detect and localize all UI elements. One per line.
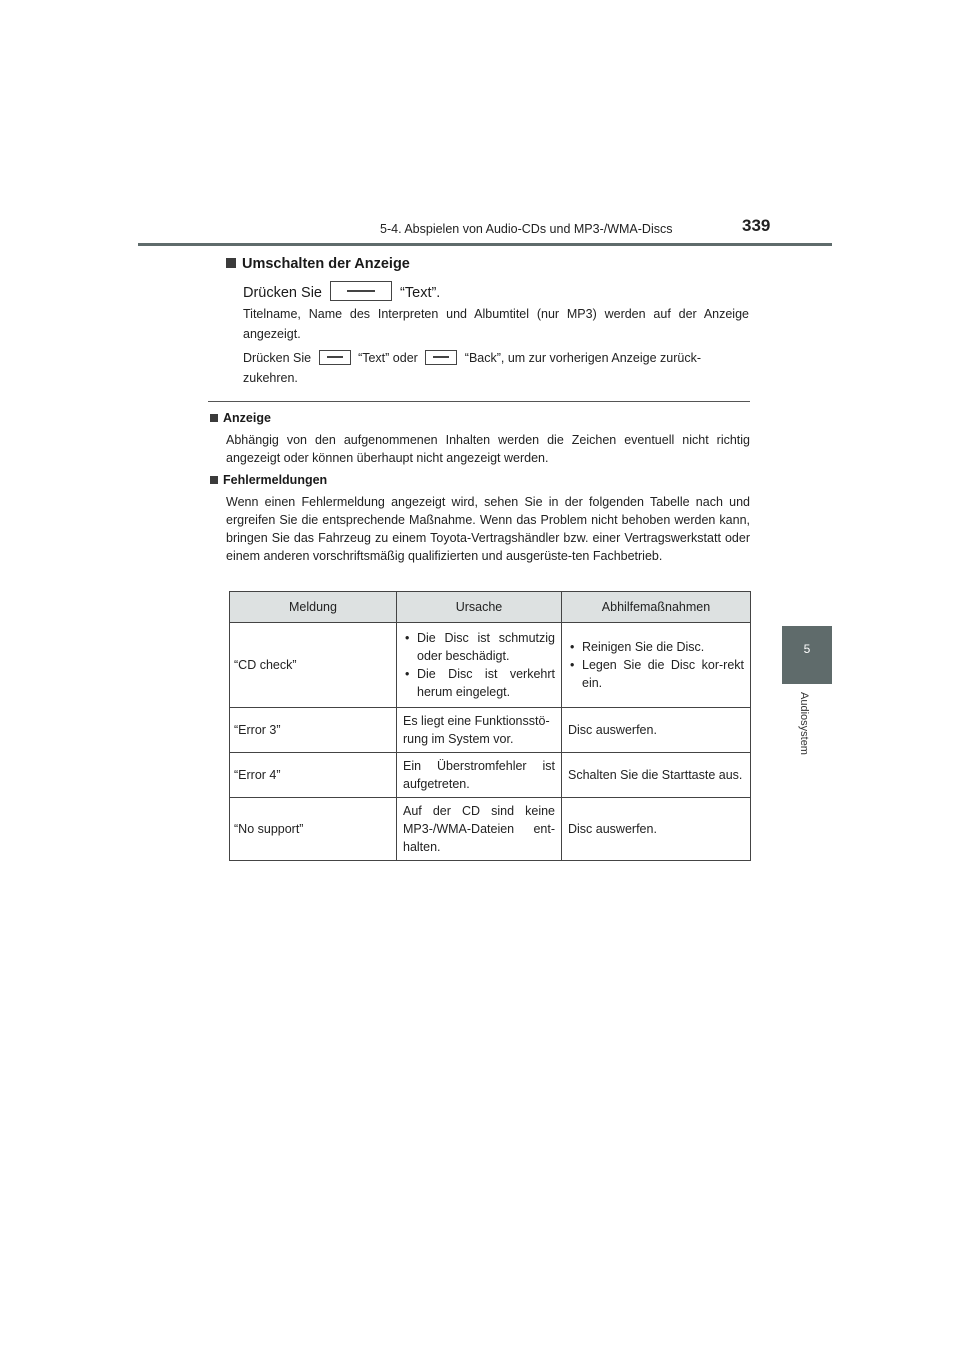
page-number: 339	[742, 216, 771, 235]
list-item: • Die Disc ist verkehrt herum eingelegt.	[403, 665, 555, 701]
back-end: zukehren.	[243, 371, 298, 385]
table-row	[230, 708, 751, 753]
note-body-fehlermeldungen: Wenn einen Fehlermeldung angezeigt wird, sehen Sie in der folgenden Tabelle nach und ergreifen Sie die entsprechende Maßnahme. Wenn das Problem nicht behoben werden kann, bringen Sie das Fahrzeug zu einem Toyota-Vertragshändler bzw. einer Vertragswerkstatt oder einem anderen vorschriftsmäßig qualifizierten und ausgerüste-ten Fachbetrieb.	[226, 495, 750, 563]
press-text: “Text”.	[400, 285, 441, 301]
screen-button-icon	[425, 350, 457, 365]
remedy-cell: Disc auswerfen.	[562, 798, 751, 861]
note-title-text: Anzeige	[223, 411, 271, 425]
square-bullet-icon	[210, 476, 218, 484]
header-rule	[138, 243, 832, 246]
note-title-fehlermeldungen	[210, 473, 327, 487]
square-bullet-icon	[210, 414, 218, 422]
cause-cell: Auf der CD sind keine MP3-/WMA-Dateien ent-halten.	[397, 798, 562, 861]
remedy-cell: Disc auswerfen.	[562, 708, 751, 753]
note-title-text: Fehlermeldungen	[223, 473, 328, 487]
list-item: • Reinigen Sie die Disc.	[568, 638, 744, 656]
remedy-cell: Schalten Sie die Starttaste aus.	[562, 753, 751, 798]
cause-cell	[397, 623, 562, 708]
back-suffix: “Back”, um zur vorherigen Anzeige zurück-	[464, 351, 701, 365]
press-instruction	[243, 281, 440, 301]
message-cell: “No support”	[230, 798, 397, 861]
back-instruction	[243, 348, 749, 388]
header-meldung: Meldung	[230, 592, 397, 623]
note-title-anzeige	[210, 411, 271, 425]
divider	[208, 401, 750, 402]
table-row	[230, 753, 751, 798]
display-description: Titelname, Name des Interpreten und Albumtitel (nur MP3) werden auf der Anzeige angezeigt.	[243, 307, 749, 341]
section-header: 5-4. Abspielen von Audio-CDs und MP3-/WMA-Discs	[380, 222, 673, 236]
chapter-number: 5	[803, 642, 811, 656]
table-header-row	[230, 592, 751, 623]
header-abhilfe: Abhilfemaßnahmen	[562, 592, 751, 623]
back-middle: “Text” oder	[358, 351, 418, 365]
screen-button-icon	[330, 281, 392, 301]
back-prefix: Drücken Sie	[243, 351, 312, 365]
chapter-label	[796, 692, 810, 772]
error-table	[229, 591, 751, 861]
table-row	[230, 623, 751, 708]
remedy-cell	[562, 623, 751, 708]
message-cell: “CD check”	[230, 623, 397, 708]
cause-cell: Es liegt eine Funktionsstö-rung im System vor.	[397, 708, 562, 753]
chapter-label-text: Audiosystem	[798, 692, 810, 755]
press-prefix: Drücken Sie	[243, 285, 322, 301]
list-item: • Die Disc ist schmutzig oder beschädigt.	[403, 629, 555, 665]
message-cell: “Error 3”	[230, 708, 397, 753]
message-cell: “Error 4”	[230, 753, 397, 798]
note-body-anzeige: Abhängig von den aufgenommenen Inhalten werden die Zeichen eventuell nicht richtig angezeigt oder können überhaupt nicht angezeigt werden.	[226, 433, 750, 465]
section-title-text: Umschalten der Anzeige	[242, 256, 410, 272]
header-ursache: Ursache	[397, 592, 562, 623]
section-title	[226, 256, 410, 272]
square-bullet-icon	[226, 258, 236, 268]
screen-button-icon	[319, 350, 351, 365]
cause-cell: Ein Überstromfehler ist aufgetreten.	[397, 753, 562, 798]
list-item: • Legen Sie die Disc kor-rekt ein.	[568, 656, 744, 692]
table-row	[230, 798, 751, 861]
